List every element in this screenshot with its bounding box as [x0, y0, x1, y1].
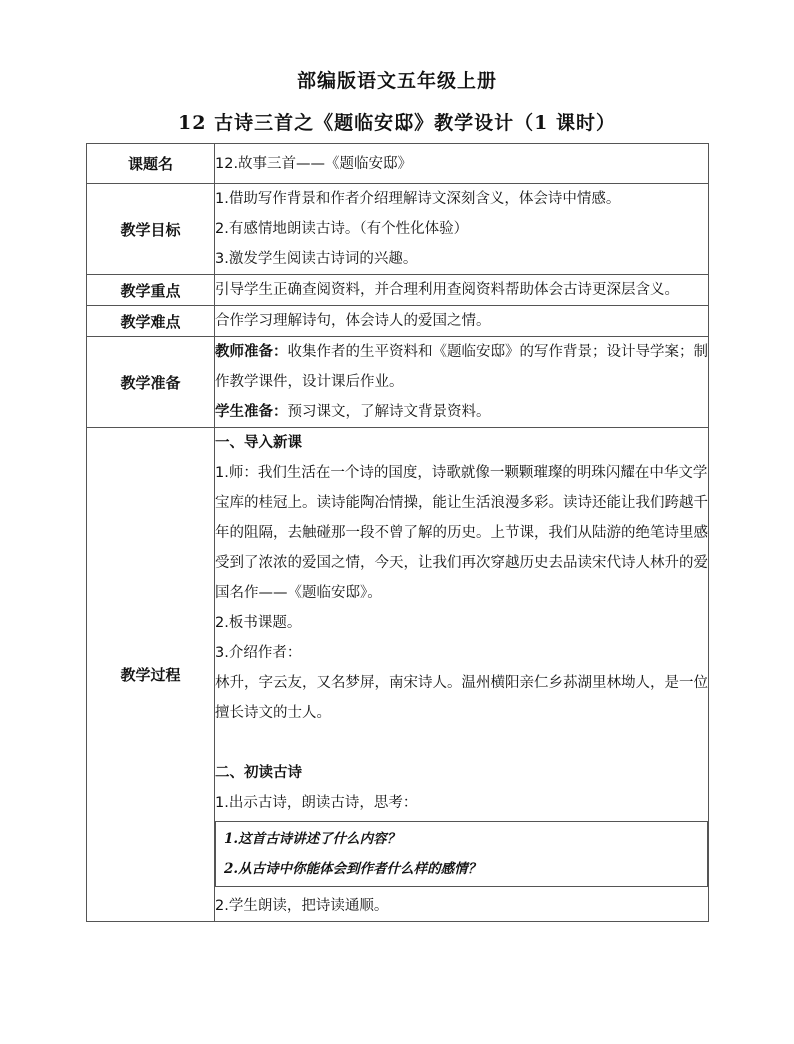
difficulty-text: 合作学习理解诗句，体会诗人的爱国之情。	[215, 306, 709, 337]
teacher-prep	[215, 337, 708, 397]
student-prep-label: 学生准备：	[215, 404, 288, 420]
process-paragraph: 2.板书课题。	[215, 615, 302, 631]
row-difficulty	[87, 306, 709, 337]
lesson-plan-table	[86, 143, 709, 922]
row-process	[87, 428, 709, 922]
goal-item: 3.激发学生阅读古诗词的兴趣。	[215, 251, 418, 267]
row-goals	[87, 184, 709, 275]
process-paragraph: 林升，字云友，又名梦屏，南宋诗人。温州横阳亲仁乡荪湖里林坳人，是一位擅长诗文的士人。	[215, 675, 708, 721]
row-topic	[87, 144, 709, 184]
focus-text: 引导学生正确查阅资料，并合理利用查阅资料帮助体会古诗更深层含义。	[215, 275, 709, 306]
process-paragraph: 3.介绍作者：	[215, 645, 302, 661]
row-focus	[87, 275, 709, 306]
row-label-prep: 教学准备	[87, 337, 215, 428]
row-label-topic: 课题名	[87, 144, 215, 184]
section-heading: 二、初读古诗	[215, 765, 302, 781]
document-subtitle: 12 古诗三首之《题临安邸》教学设计（1 课时）	[178, 112, 616, 134]
document-title: 部编版语文五年级上册	[296, 70, 497, 92]
teacher-prep-text: 收集作者的生平资料和《题临安邸》的写作背景；设计导学案；制作教学课件，设计课后作业。	[215, 344, 708, 390]
goals-content	[215, 184, 709, 275]
question-item: 2.从古诗中你能体会到作者什么样的感情？	[224, 861, 482, 877]
goal-item: 2.有感情地朗读古诗。（有个性化体验）	[215, 221, 469, 237]
row-label-process: 教学过程	[87, 428, 215, 922]
row-prep	[87, 337, 709, 428]
student-prep	[215, 397, 708, 427]
process-paragraph: 1.出示古诗，朗读古诗，思考：	[215, 795, 418, 811]
row-label-focus: 教学重点	[87, 275, 215, 306]
question-item: 1.这首古诗讲述了什么内容？	[224, 831, 401, 847]
prep-content	[215, 337, 709, 428]
goal-item: 1.借助写作背景和作者介绍理解诗文深刻含义，体会诗中情感。	[215, 191, 621, 207]
topic-text: 12.故事三首——《题临安邸》	[215, 144, 709, 184]
section-heading: 一、导入新课	[215, 435, 302, 451]
process-paragraph: 1.师：我们生活在一个诗的国度，诗歌就像一颗颗璀璨的明珠闪耀在中华文学宝库的桂冠上。读诗能陶冶情操，能让生活浪漫多彩。读诗还能让我们跨越千年的阻隔，去触碰那一段不曾了解的历史。上节课，我们从陆游的绝笔诗里感受到了浓浓的爱国之情，今天，让我们再次穿越历史去品读宋代诗人林升的爱国名作——《题临安邸》。	[215, 465, 708, 601]
student-prep-text: 预习课文，了解诗文背景资料。	[287, 404, 491, 420]
process-content	[215, 428, 709, 922]
spacer	[215, 728, 708, 758]
row-label-difficulty: 教学难点	[87, 306, 215, 337]
row-label-goals: 教学目标	[87, 184, 215, 275]
process-paragraph: 2.学生朗读，把诗读通顺。	[215, 898, 389, 914]
teacher-prep-label: 教师准备：	[215, 344, 288, 360]
question-box	[215, 821, 708, 887]
